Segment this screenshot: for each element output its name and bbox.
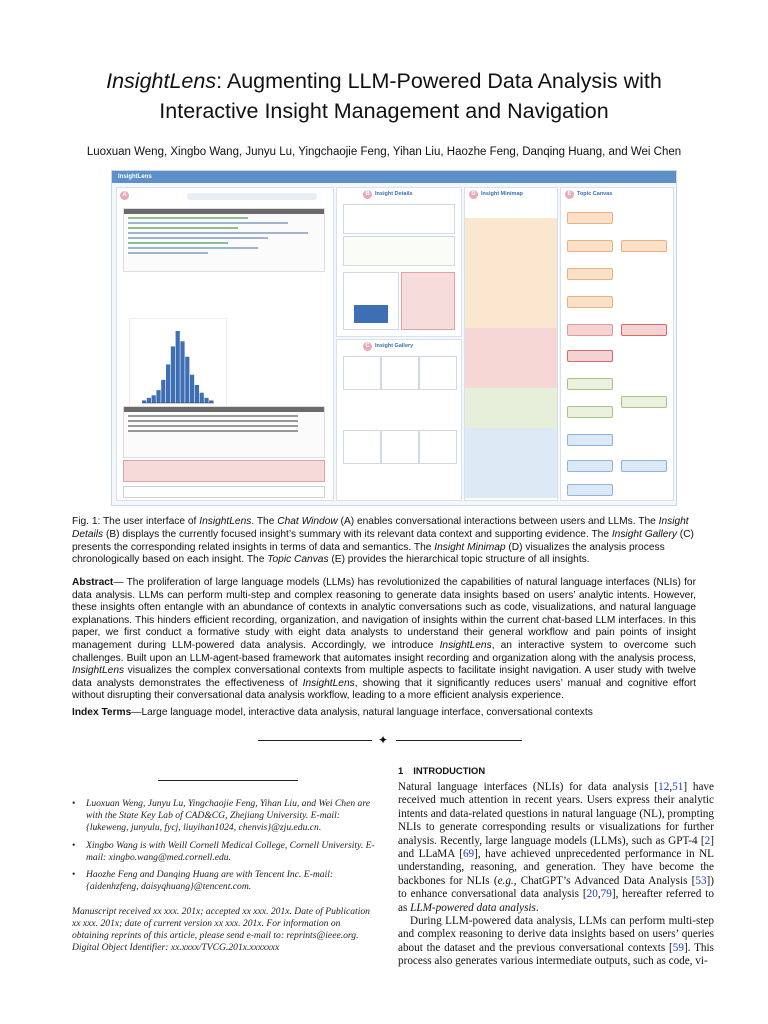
index-terms — [72, 707, 696, 718]
minimap-band — [465, 428, 557, 498]
topic-node[interactable] — [567, 296, 613, 308]
vis-section — [343, 272, 399, 330]
histogram-bar — [156, 390, 160, 403]
topic-node[interactable] — [567, 212, 613, 224]
topic-node[interactable] — [621, 460, 667, 472]
topic-canvas-panel — [560, 187, 674, 501]
panel-label-e: E — [565, 190, 574, 199]
insight-highlight-text — [123, 460, 325, 482]
citation-link[interactable]: 2 — [704, 834, 711, 847]
histogram-bar — [209, 400, 213, 403]
panel-label-d: D — [469, 190, 478, 199]
code-header — [124, 209, 324, 214]
insight-gallery-heading: Insight Gallery — [375, 343, 414, 349]
gallery-thumb[interactable] — [381, 430, 419, 464]
histogram-bar — [180, 341, 184, 403]
topic-node[interactable] — [567, 406, 613, 418]
chat-window-panel — [116, 187, 334, 501]
panel-label-a: A — [120, 191, 129, 200]
histogram-bar — [161, 380, 165, 403]
histogram-bar — [147, 398, 151, 403]
affiliation-item: • Haozhe Feng and Danqing Huang are with Tencent Inc. E-mail: {aidenhzfeng, daisyqhuang}@tencent.com. — [78, 869, 378, 893]
caption-text: (A) enables conversational interactions between users and LLMs. The — [337, 516, 659, 527]
insight-minimap-heading: Insight Minimap — [481, 191, 523, 197]
section-number: 1 — [398, 765, 404, 776]
histogram-bar — [171, 346, 175, 403]
output-block — [123, 406, 325, 458]
caption-text: . The — [251, 516, 278, 527]
affiliation-item: • Luoxuan Weng, Junyu Lu, Yingchaojie Feng, Yihan Liu, and Wei Chen are with the State Key Lab of CAD&CG, Zhejiang University. E-mail: {lukeweng, junyulu, fycj, liuyihan1024, chenvis}@zju.edu.cn. — [78, 798, 378, 835]
caption-insight-details: Insight Details — [72, 516, 689, 540]
code-section — [343, 236, 455, 266]
gallery-thumb[interactable] — [343, 356, 381, 390]
topic-node[interactable] — [567, 268, 613, 280]
topic-node[interactable] — [621, 324, 667, 336]
histogram-bar — [176, 331, 180, 403]
gallery-thumb[interactable] — [419, 430, 457, 464]
intro-paragraph-1: Natural language interfaces (NLIs) for data analysis [12,51] have received much attention in recent years. Users express their analytic intents and data-related questions in natural language (NL), prompting NLIs to generate corresponding results or visualizations for further analysis. Recently, large language models (LLMs), such as GPT-4 [2] and LLaMA [69], have achieved unprecedented performance in NL understanding, reasoning, and generation. They have become the backbones for NLIs (e.g., ChatGPT’s Advanced Data Analysis [53]) to enhance conversational data analysis [20,79], hereafter referred to as LLM-powered data analysis. — [398, 781, 715, 914]
figure-caption — [72, 516, 696, 567]
caption-chat-window: Chat Window — [277, 516, 338, 527]
insight-minimap-panel — [464, 187, 558, 501]
topic-node[interactable] — [621, 396, 667, 408]
minimap-band — [465, 328, 557, 388]
histogram-bar — [166, 364, 170, 403]
data-section — [343, 204, 455, 234]
citation-link[interactable]: 69 — [462, 848, 475, 861]
index-terms-label: Index Terms — [72, 707, 132, 718]
insight-summary — [401, 272, 455, 330]
divider-diamond-icon: ✦ — [378, 733, 389, 747]
caption-topic-canvas: Topic Canvas — [267, 554, 329, 566]
citation-link[interactable]: 53 — [695, 874, 707, 887]
abstract-app-name: InsightLens — [302, 677, 355, 689]
user-query-bubble — [187, 193, 317, 200]
manuscript-note: Manuscript received xx xxx. 201x; accepted xx xxx. 201x. Date of Publication xx xxx. 201x; date of current version xx xxx. 201x. For information on obtaining reprints of this article, please send e-mail to: reprints@ieee.org. Digital Object Identifier: xx.xxxx/TVCG.201x.xxxxxxx — [72, 906, 370, 953]
abstract — [72, 577, 696, 703]
topic-node[interactable] — [567, 434, 613, 446]
citation-link[interactable]: 20 — [586, 888, 598, 901]
citation-link[interactable]: 51 — [672, 781, 684, 793]
abstract-text: visualizes the complex conversational contexts from multiple aspects to facilitate insight navigation. A user study with twelve data analysts demonstrates the effectiveness of — [72, 665, 696, 689]
topic-node[interactable] — [567, 460, 613, 472]
histogram-svg — [130, 319, 226, 415]
citation-link[interactable]: 12 — [658, 781, 670, 793]
topic-node[interactable] — [567, 378, 613, 390]
topic-node[interactable] — [567, 324, 613, 336]
insight-details-heading: Insight Details — [375, 191, 413, 197]
caption-text: (C) presents the corresponding related insights in terms of data and semantics. The — [72, 528, 694, 553]
footnote-rule — [158, 780, 298, 781]
histogram-bar — [200, 393, 204, 403]
chat-input-field[interactable] — [123, 486, 325, 498]
histogram-bar — [152, 395, 156, 403]
topic-node[interactable] — [567, 484, 613, 496]
citation-link[interactable]: 79 — [600, 888, 612, 901]
section-divider-right — [396, 740, 522, 741]
histogram-bar — [142, 400, 146, 403]
section-divider-left — [258, 740, 372, 741]
intro-paragraph-2: During LLM-powered data analysis, LLMs can perform multi-step and complex reasoning to derive data insights based on users’ queries about the dataset and the previous conversational contexts [59]. This process also generates various intermediate outputs, such as code, vi- — [398, 915, 714, 968]
caption-label: Fig. 1: The user interface of — [72, 516, 200, 527]
abstract-text: , showing that it significantly reduces users’ manual and cognitive effort without disrupting their conversational data analysis workflow, leading to a more efficient analysis experience. — [72, 677, 696, 702]
abstract-text: — The proliferation of large language models (LLMs) has revolutionized the capabilities of natural language interfaces (NLIs) for data analysis. LLMs can perform multi-step and complex reasoning to generate data insights based on users’ analytic intents. However, these insights often entangle with an abundance of contexts in analytic conversations such as code, visualizations, and natural language explanations. This hinders efficient recording, organization, and navigation of insights within the current chat-based LLM interfaces. In this paper, we first conduct a formative study with eight data analysts to understand their general workflow and pain points of insight management during LLM-powered data analysis. Accordingly, we introduce — [72, 577, 696, 651]
title-app-name: InsightLens — [106, 69, 217, 93]
insight-details-panel — [336, 187, 462, 337]
author-list: Luoxuan Weng, Xingbo Wang, Junyu Lu, Yingchaojie Feng, Yihan Liu, Haozhe Feng, Danqing Huang, and Wei Chen — [86, 146, 682, 158]
histogram-bar — [204, 398, 208, 403]
gallery-thumb[interactable] — [381, 356, 419, 390]
minimap-band — [465, 218, 557, 328]
gallery-thumb[interactable] — [343, 430, 381, 464]
histogram-bar — [185, 357, 189, 403]
index-terms-text: —Large language model, interactive data analysis, natural language interface, conversational contexts — [131, 707, 593, 718]
histogram-bar — [195, 385, 199, 403]
abstract-app-name: InsightLens — [439, 639, 492, 651]
gallery-thumb[interactable] — [419, 356, 457, 390]
panel-label-c: C — [363, 342, 372, 351]
introduction-text — [398, 781, 714, 969]
affiliation-item: • Xingbo Wang is with Weill Cornell Medical College, Cornell University. E-mail: xingbo.wang@med.cornell.edu. — [78, 840, 378, 864]
panel-label-b: B — [363, 190, 372, 199]
topic-node[interactable] — [621, 240, 667, 252]
caption-insight-gallery: Insight Gallery — [611, 528, 677, 540]
title-line-1: : Augmenting LLM-Powered Data Analysis with — [216, 69, 662, 93]
title-line-2: Interactive Insight Management and Navigation — [159, 99, 609, 123]
code-block — [123, 208, 325, 272]
abstract-text: , an interactive system to overcome such challenges. Built upon an LLM-agent-based framework that automates insight recording and organization along with the analysis process, — [72, 639, 696, 664]
abstract-label: Abstract — [72, 577, 114, 588]
caption-text: (D) visualizes the analysis process chronologically based on each insight. The — [72, 541, 665, 566]
caption-text: (E) provides the hierarchical topic structure of all insights. — [328, 554, 590, 566]
caption-text: (B) displays the currently focused insight’s summary with its relevant data context and supporting evidence. The — [103, 528, 612, 540]
histogram-bar — [190, 375, 194, 403]
app-title-bar: InsightLens — [112, 171, 676, 183]
affiliations — [72, 798, 378, 898]
topic-node[interactable] — [567, 350, 613, 362]
topic-node[interactable] — [567, 240, 613, 252]
teaser-figure — [111, 170, 677, 506]
chat-histogram — [129, 318, 227, 416]
minimap-band — [465, 388, 557, 428]
caption-insight-minimap: Insight Minimap — [434, 541, 506, 553]
paper-title — [0, 66, 768, 126]
citation-link[interactable]: 59 — [672, 941, 684, 954]
section-title: INTRODUCTION — [413, 765, 486, 776]
insight-gallery-panel — [336, 339, 462, 501]
caption-app-name: InsightLens — [199, 516, 252, 527]
topic-canvas-heading: Topic Canvas — [577, 191, 613, 197]
section-heading-introduction — [398, 765, 485, 776]
abstract-app-name: InsightLens — [72, 665, 125, 677]
